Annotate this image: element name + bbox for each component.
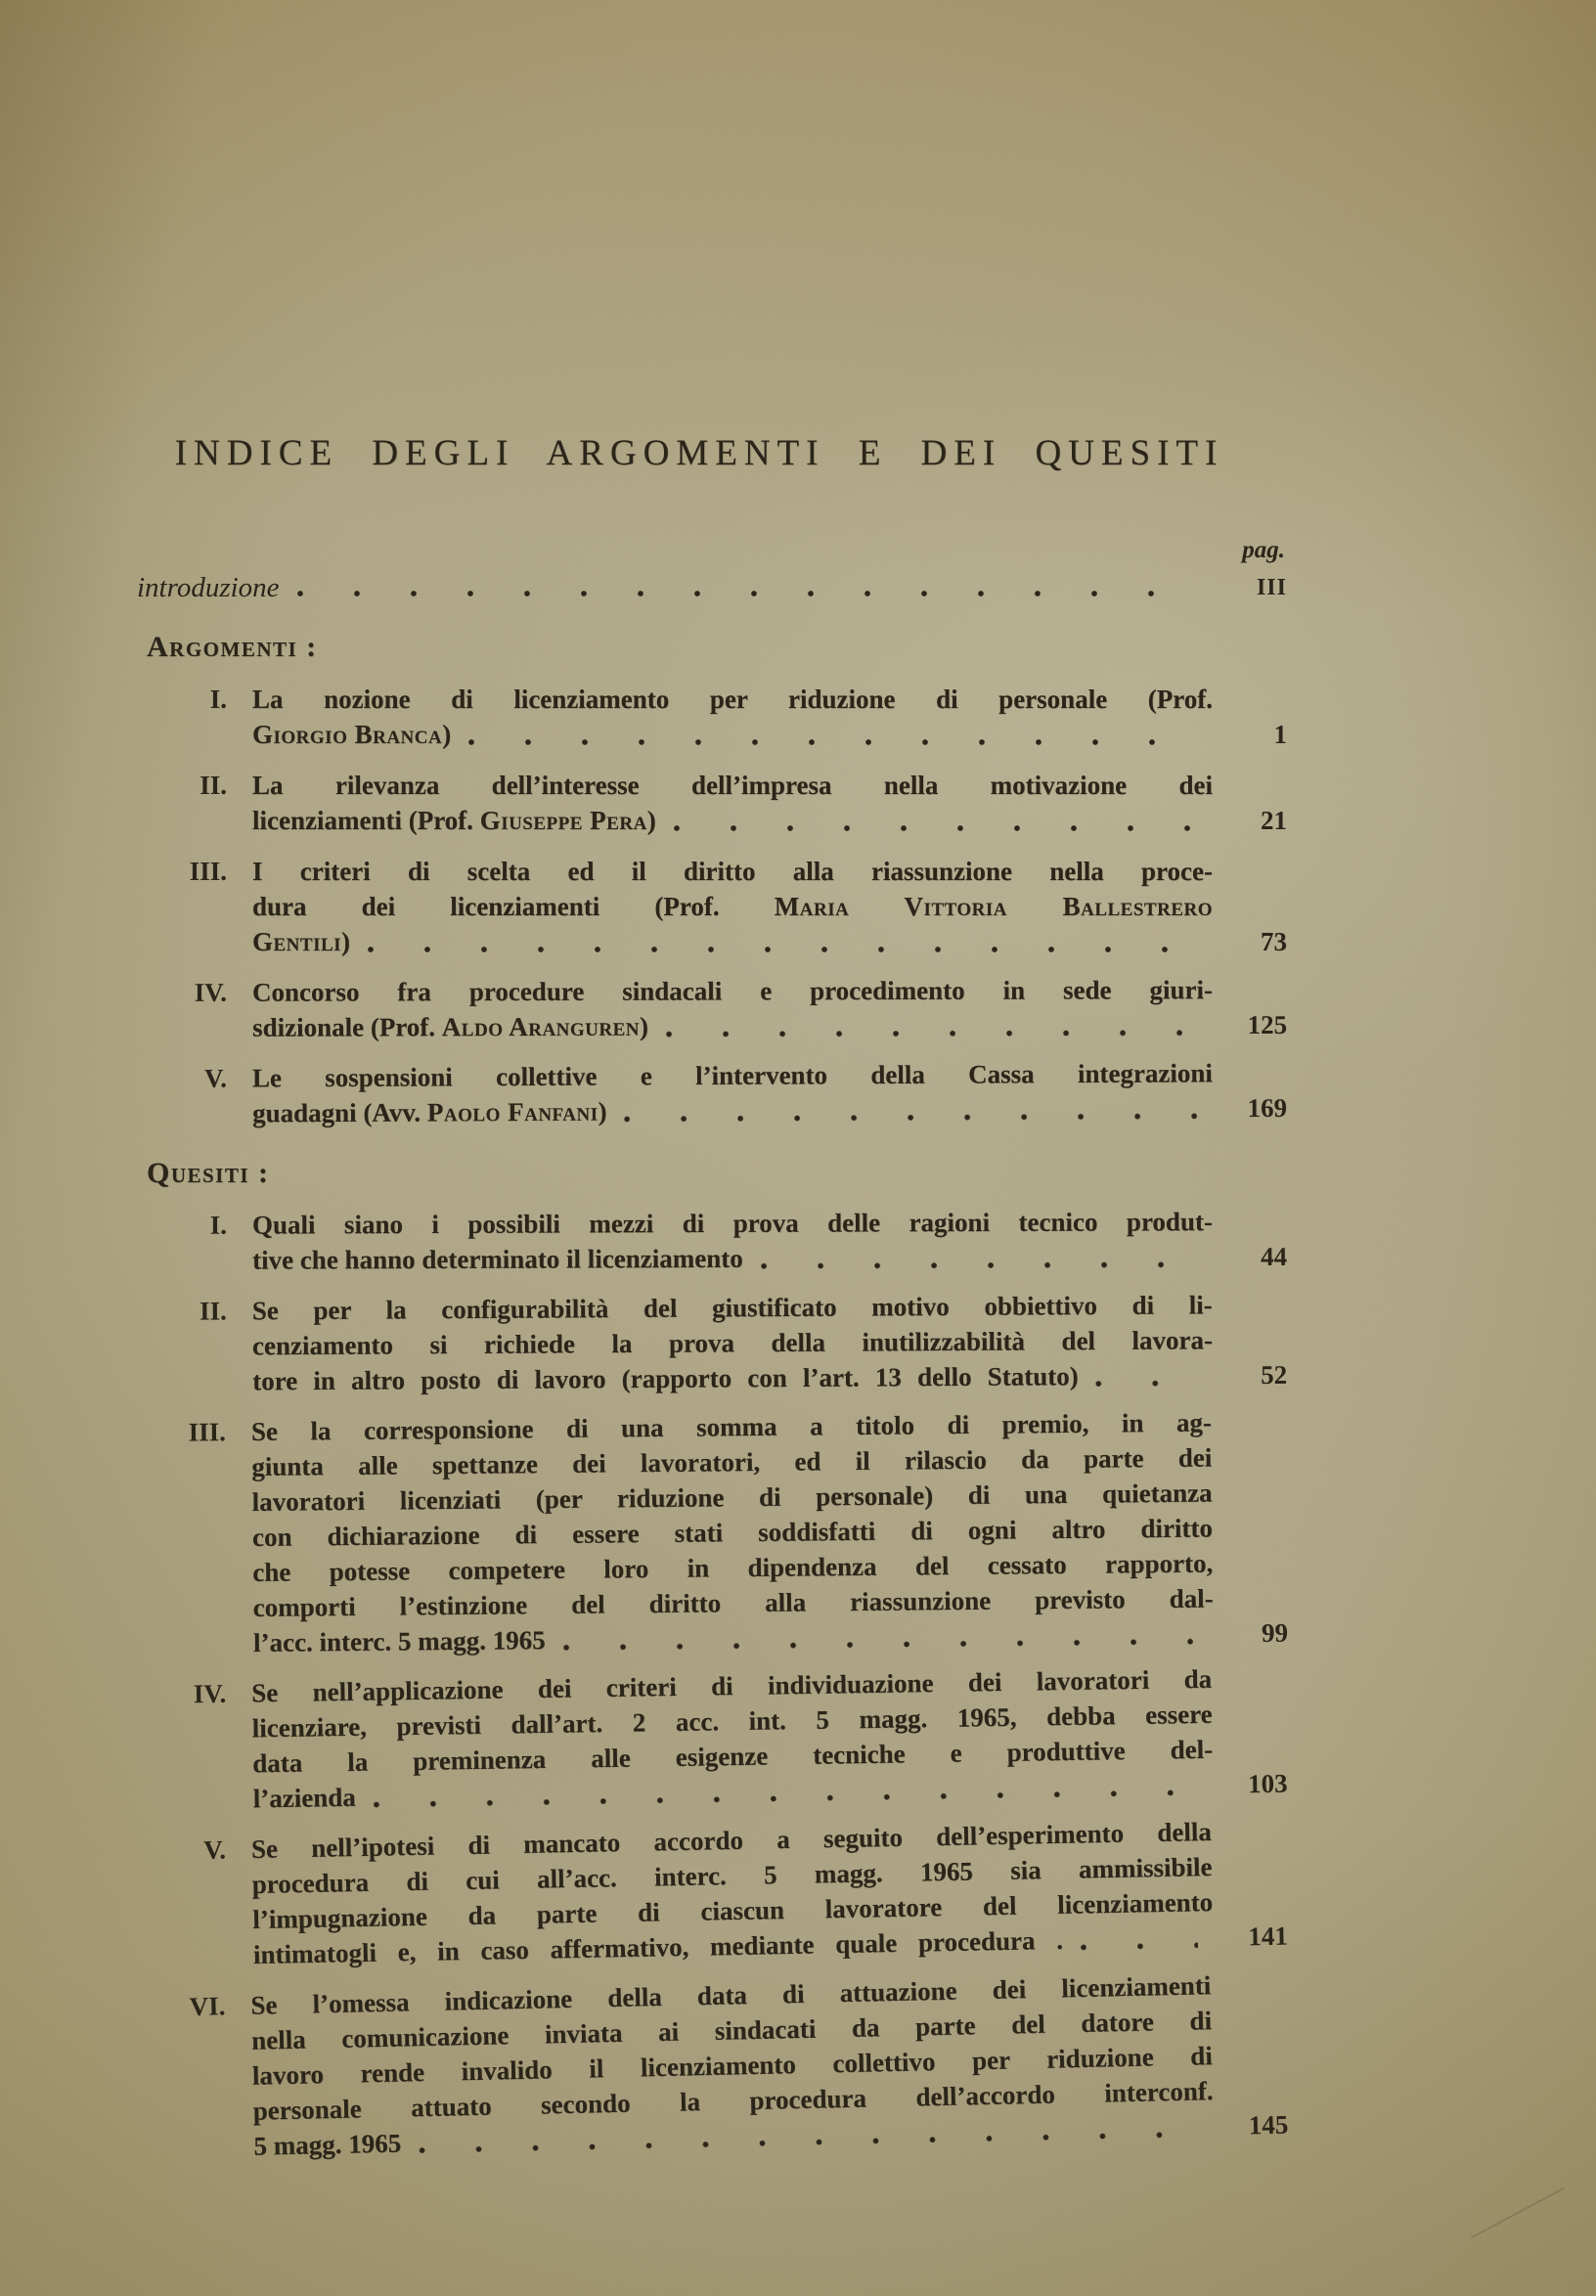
- section-heading: Argomenti :: [147, 631, 318, 663]
- toc-item: [147, 972, 1320, 1045]
- section-items: [147, 1208, 1320, 2166]
- item-text: [250, 1967, 1215, 2164]
- item-text: [252, 972, 1213, 1045]
- item-numeral: II.: [200, 771, 227, 800]
- item-line: nella comunicazione inviata ai sindacati da parte del datore di: [250, 2006, 1213, 2055]
- item-line: La nozione di licenziamento per riduzione di personale (Prof.: [252, 684, 1213, 714]
- dot-leader: [468, 739, 1197, 745]
- item-numeral: I.: [209, 684, 227, 714]
- item-page-number: 141: [1248, 1921, 1289, 1952]
- dot-leader: [1096, 1380, 1198, 1387]
- section-items: [147, 682, 1320, 1131]
- item-page-number: 99: [1261, 1617, 1289, 1649]
- item-line: lavoro rende invalido il licenziamento collettivo per riduzione di: [251, 2041, 1214, 2091]
- small-caps-name: Giorgio Branca: [252, 720, 443, 749]
- item-last-line: [252, 717, 1213, 752]
- item-last-line: [252, 1357, 1213, 1398]
- item-line: personale attuato secondo la procedura dell’accordo interconf.: [252, 2076, 1214, 2126]
- small-caps-name: Paolo Fanfani: [426, 1096, 598, 1127]
- toc-item: [147, 1287, 1321, 1399]
- item-numeral: III.: [189, 857, 227, 886]
- item-line: licenziare, previsti dall’art. 2 acc. int. 5 magg. 1965, debba essere: [251, 1699, 1213, 1744]
- section-argomenti: [147, 631, 1320, 1131]
- dot-leader: [761, 1261, 1197, 1269]
- item-numeral: IV.: [193, 1678, 227, 1709]
- toc-item: [146, 1403, 1321, 1661]
- item-page-number: 145: [1248, 2109, 1289, 2141]
- dot-leader: [666, 1030, 1197, 1037]
- item-line: 5 magg. 1965: [253, 2128, 402, 2161]
- item-line: con dichiarazione di essere stati soddisfatti di ogni altro diritto: [251, 1513, 1214, 1552]
- item-line: licenziamenti (Prof. Giuseppe Pera): [252, 806, 656, 835]
- item-text: [252, 682, 1213, 752]
- section-heading: Quesiti :: [147, 1157, 270, 1189]
- item-line: data la preminenza alle esigenze tecniche e produttive del-: [252, 1734, 1214, 1779]
- item-last-line: [252, 924, 1213, 959]
- toc-item: [147, 854, 1320, 959]
- intro-entry: [137, 570, 1320, 605]
- dot-leader: [368, 947, 1197, 952]
- small-caps-name: Giuseppe Pera: [479, 806, 647, 835]
- small-caps-name: Maria Vittoria Ballestrero: [774, 892, 1213, 921]
- item-text: [252, 1204, 1213, 1277]
- item-text: [252, 854, 1213, 959]
- item-page-number: 21: [1261, 806, 1287, 835]
- toc-item: [147, 682, 1320, 752]
- page-title: INDICE DEGLI ARGOMENTI E DEI QUESITI: [174, 433, 1224, 473]
- item-line: intimatogli e, in caso affermativo, mediante quale procedura .: [252, 1924, 1064, 1970]
- item-text: [251, 1405, 1214, 1660]
- page-column-label: pag.: [1242, 537, 1285, 563]
- dot-leader: [1081, 1942, 1198, 1950]
- item-numeral: VI.: [189, 1991, 226, 2022]
- toc-item: [145, 1965, 1322, 2166]
- item-line: comporti l’estinzione del diritto alla riassunzione previsto dal-: [252, 1583, 1214, 1622]
- page-content: [137, 0, 1320, 2182]
- item-page-number: 52: [1261, 1359, 1288, 1391]
- small-caps-name: Aldo Aranguren: [441, 1011, 641, 1042]
- item-numeral: II.: [199, 1296, 227, 1326]
- toc-item: [146, 1812, 1321, 1974]
- toc-item: [146, 1659, 1321, 1818]
- item-numeral: III.: [188, 1417, 227, 1447]
- item-line: Se nell’ipotesi di mancato accordo a seguito dell’esperimento della: [250, 1817, 1213, 1865]
- item-line: l’azienda: [252, 1782, 357, 1814]
- item-line: l’impugnazione da parte di ciascun lavoratore del licenziamento: [252, 1887, 1214, 1935]
- item-line: Gentili): [252, 927, 351, 956]
- item-text: [252, 1055, 1213, 1130]
- item-last-line: [252, 1090, 1213, 1130]
- item-line: giunta alle spettanze dei lavoratori, ed il rilascio da parte dei: [251, 1442, 1213, 1481]
- section-quesiti: [147, 1157, 1320, 2166]
- item-line: l’acc. interc. 5 magg. 1965: [252, 1625, 546, 1657]
- item-numeral: IV.: [194, 977, 227, 1007]
- toc-item: [147, 768, 1320, 838]
- item-line: La rilevanza dell’interesse dell’impresa nella motivazione dei: [252, 771, 1213, 800]
- item-line: I criteri di scelta ed il diritto alla riassunzione nella proce-: [252, 857, 1213, 886]
- item-line: cenziamento si richiede la prova della inutilizzabilità del lavora-: [251, 1325, 1214, 1361]
- item-page-number: 44: [1261, 1241, 1288, 1272]
- item-line: tive che hanno determinato il licenziamento: [252, 1243, 743, 1275]
- item-numeral: V.: [202, 1834, 227, 1865]
- item-line: Se la corresponsione di una somma a titolo di premio, in ag-: [250, 1407, 1213, 1446]
- item-line: Concorso fra procedure sindacali e procedimento in sede giuri-: [251, 975, 1213, 1007]
- item-line: Se l’omessa indicazione della data di attuazione dei licenziamenti: [250, 1970, 1212, 2020]
- item-line: che potesse competere loro in dipendenza del cessato rapporto,: [252, 1548, 1214, 1587]
- item-text: [252, 1287, 1214, 1398]
- item-line: Le sospensioni collettive e l’intervento della Cassa integrazioni: [251, 1058, 1213, 1093]
- item-page-number: 73: [1261, 927, 1287, 956]
- item-last-line: [252, 803, 1213, 838]
- toc-item: [147, 1204, 1320, 1278]
- item-text: [251, 1814, 1214, 1972]
- intro-label: introduzione: [137, 572, 280, 603]
- item-line: guadagni (Avv. Paolo Fanfani): [252, 1096, 607, 1128]
- item-line: lavoratori licenziati (per riduzione di personale) di una quietanza: [251, 1478, 1213, 1517]
- item-line: Se per la configurabilità del giustificato motivo obbiettivo di li-: [251, 1290, 1213, 1326]
- dot-leader: [563, 1639, 1198, 1651]
- dot-leader: [297, 591, 1189, 596]
- item-line: tore in altro posto di lavoro (rapporto con l’art. 13 dello Statuto): [252, 1361, 1079, 1396]
- item-line: Giorgio Branca): [252, 720, 452, 749]
- dot-leader: [625, 1113, 1198, 1122]
- item-numeral: V.: [204, 1063, 227, 1093]
- item-text: [252, 768, 1213, 838]
- item-line: Quali siano i possibili mezzi di prova delle ragioni tecnico produt-: [251, 1207, 1213, 1240]
- item-text: [251, 1661, 1214, 1817]
- item-line: dura dei licenziamenti (Prof. Maria Vittoria Ballestrero: [252, 892, 1213, 921]
- item-numeral: I.: [209, 1210, 227, 1240]
- item-last-line: [252, 1239, 1213, 1277]
- dot-leader: [419, 2131, 1198, 2153]
- item-line: Se nell’applicazione dei criteri di individuazione dei lavoratori da: [250, 1663, 1213, 1708]
- toc-item: [147, 1055, 1320, 1131]
- scratch-mark: [1471, 2187, 1565, 2238]
- item-page-number: 169: [1247, 1092, 1288, 1124]
- intro-page-number: III: [1256, 575, 1287, 600]
- item-line: procedura di cui all’acc. interc. 5 magg. 1965 sia ammissibile: [251, 1852, 1213, 1900]
- small-caps-name: Gentili: [252, 927, 342, 956]
- item-last-line: [252, 1007, 1213, 1045]
- dot-leader: [674, 825, 1197, 831]
- item-page-number: 125: [1247, 1009, 1288, 1040]
- item-page-number: 1: [1273, 720, 1287, 749]
- item-page-number: 103: [1247, 1768, 1288, 1799]
- item-line: sdizionale (Prof. Aldo Aranguren): [252, 1011, 649, 1042]
- dot-leader: [374, 1789, 1198, 1808]
